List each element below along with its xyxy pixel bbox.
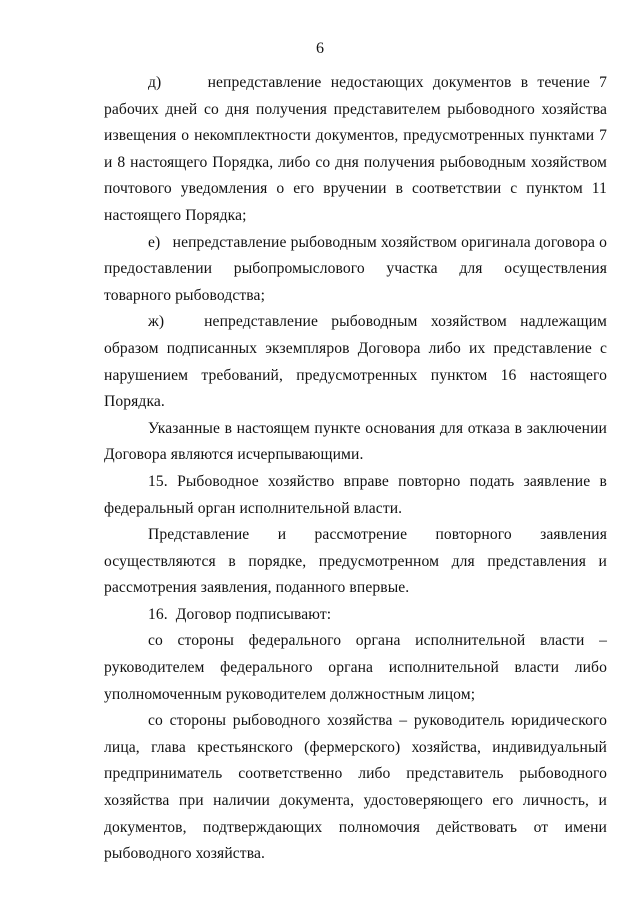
paragraph-exhaustive-grounds: Указанные в настоящем пункте основания для отказа в заключении Договора являются исчерпывающими. [104, 419, 607, 464]
paragraph-item-zh: ж) непредставление рыбоводным хозяйством надлежащим образом подписанных экземпляров Договора либо их представление с нарушением требований, предусмотренных пунктом 16 настоящего Порядка. [104, 313, 607, 411]
paragraph-clause-15: 15. Рыбоводное хозяйство вправе повторно подать заявление в федеральный орган исполнительной власти. [104, 472, 607, 517]
page-number: 6 [316, 40, 324, 57]
paragraph-item-e: е) непредставление рыбоводным хозяйством оригинала договора о предоставлении рыбопромыслового участка для осуществления товарного рыбоводства; [104, 233, 607, 304]
paragraph-federal-signatory: со стороны федерального органа исполнительной власти – руководителем федерального органа исполнительной власти либо уполномоченным руководителем должностным лицом; [104, 632, 607, 703]
document-body [104, 70, 607, 868]
paragraph-resubmission: Представление и рассмотрение повторного заявления осуществляются в порядке, предусмотренном для представления и рассмотрения заявления, поданного впервые. [104, 526, 607, 597]
paragraph-clause-16: 16. Договор подписывают: [148, 605, 332, 623]
paragraph-farm-signatory: со стороны рыбоводного хозяйства – руководитель юридического лица, глава крестьянского (фермерского) хозяйства, индивидуальный предприниматель соответственно либо представитель рыбоводного хозяйства при наличии документа, удостоверяющего его личность, и документов, подтверждающих полномочия действовать от имени рыбоводного хозяйства. [104, 712, 607, 863]
paragraph-item-d: д) непредставление недостающих документов в течение 7 рабочих дней со дня получения представителем рыбоводного хозяйства извещения о некомплектности документов, предусмотренных пунктами 7 и 8 настоящего Порядка, либо со дня получения рыбоводным хозяйством почтового уведомления о его вручении в соответствии с пунктом 11 настоящего Порядка; [104, 74, 607, 224]
